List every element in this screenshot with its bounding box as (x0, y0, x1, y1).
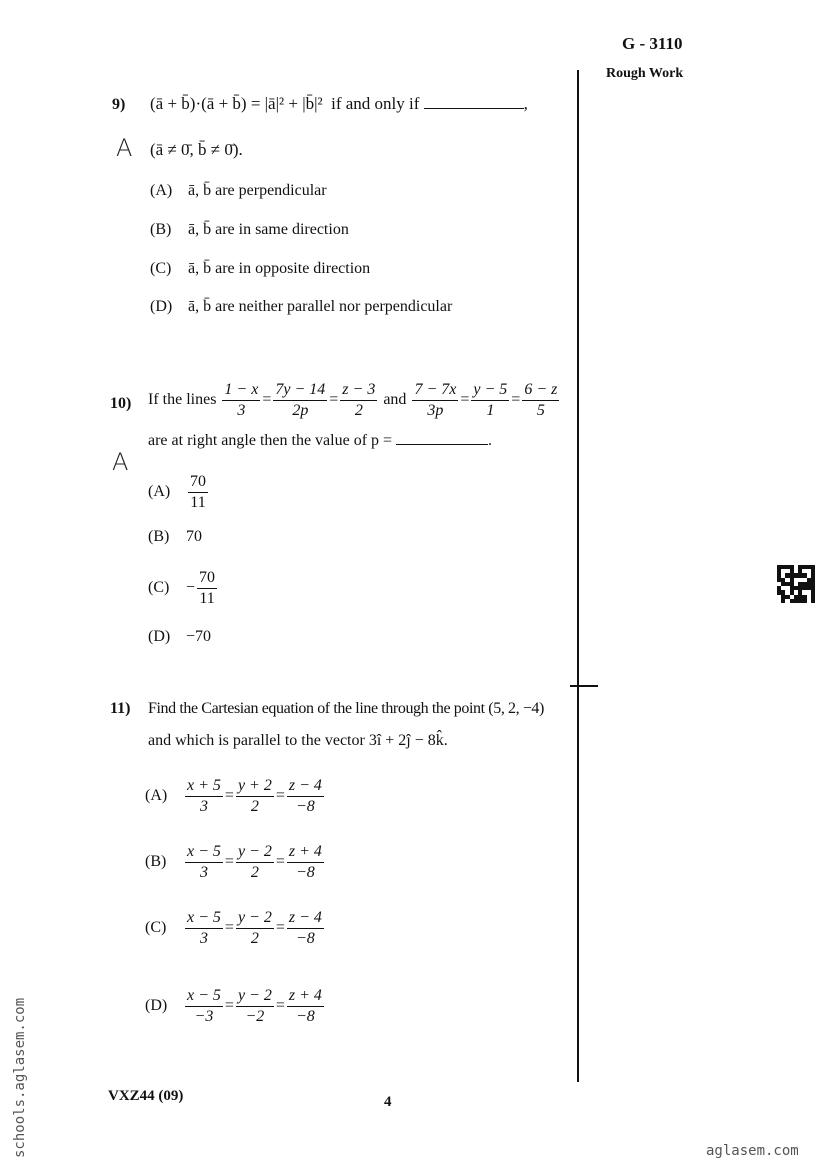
option-text: ā, b̄ are perpendicular (188, 182, 327, 199)
q9-option-c[interactable] (150, 260, 370, 278)
q9-condition: (ā ≠ 0̄, b̄ ≠ 0̄). (150, 140, 243, 159)
fraction: $\frac{z + 4}{-8}$ (288, 987, 322, 1025)
option-label: (A) (148, 483, 171, 501)
rough-work-divider (577, 70, 579, 1082)
side-watermark: schools.aglasem.com (12, 997, 28, 1158)
q10-prefix: If the lines (148, 391, 217, 409)
option-text: 70 (186, 528, 202, 545)
fraction: $\frac{y - 2}{2}$ (237, 909, 272, 947)
option-text: ā, b̄ are in same direction (188, 221, 349, 238)
answer-blank (396, 444, 488, 445)
fraction: $\frac{1 - x}{3}$ (224, 381, 259, 419)
q11-option-a[interactable]: (A) $\frac{x + 5}{3}$ = $\frac{y + 2}{2}$ = $\frac{z - 4}{-8}$ (145, 777, 322, 815)
fraction: $\frac{70}{11}$ (199, 569, 216, 607)
fraction: $\frac{y - 5}{1}$ (473, 381, 508, 419)
q11-line1: Find the Cartesian equation of the line through the point (5, 2, −4) (148, 700, 544, 717)
option-label: (A) (150, 182, 173, 199)
fraction: $\frac{70}{11}$ (190, 473, 206, 511)
fraction: $\frac{z - 4}{-8}$ (288, 909, 322, 947)
q11-number: 11) (110, 700, 131, 717)
option-text: −70 (186, 628, 212, 645)
footer-code: VXZ44 (09) (108, 1088, 184, 1104)
q11-option-d[interactable]: (D) $\frac{x - 5}{-3}$ = $\frac{y - 2}{-2}$ = $\frac{z + 4}{-8}$ (145, 987, 322, 1025)
fraction: $\frac{y + 2}{2}$ (237, 777, 272, 815)
handwritten-answer: A (116, 134, 133, 162)
q11-option-c[interactable]: (C) $\frac{x - 5}{3}$ = $\frac{y - 2}{2}$ = $\frac{z - 4}{-8}$ (145, 909, 322, 947)
q9-option-b[interactable] (150, 221, 349, 239)
q9-equation: (ā + b̄)·(ā + b̄) = |ā|² + |b̄|² (150, 94, 323, 113)
handwritten-answer: A (112, 448, 129, 476)
option-label: (B) (148, 528, 170, 545)
fraction: $\frac{6 - z}{5}$ (524, 381, 558, 419)
option-label: (B) (150, 221, 172, 238)
fraction: $\frac{z - 4}{-8}$ (288, 777, 322, 815)
q10-and: and (383, 391, 407, 409)
q10-number: 10) (110, 395, 132, 412)
q9-stem: (ā + b̄)·(ā + b̄) = |ā|² + |b̄|² if and only if , (150, 94, 528, 113)
option-label: (C) (150, 260, 172, 277)
q11-option-b[interactable]: (B) $\frac{x - 5}{3}$ = $\frac{y - 2}{2}$ = $\frac{z + 4}{-8}$ (145, 843, 322, 881)
option-text: ā, b̄ are in opposite direction (188, 260, 371, 277)
option-text: ā, b̄ are neither parallel nor perpendicular (188, 298, 453, 315)
bottom-watermark: aglasem.com (706, 1143, 799, 1159)
option-label: (D) (150, 298, 173, 315)
qr-code (777, 565, 815, 603)
q11-line2: and which is parallel to the vector 3î + 2ĵ − 8k̂. (148, 732, 448, 749)
q10-line2: are at right angle then the value of p = . (148, 432, 493, 449)
fraction: $\frac{x + 5}{3}$ (187, 777, 221, 815)
option-label: (B) (145, 853, 167, 871)
fraction: $\frac{7y - 14}{2p}$ (275, 381, 326, 419)
q9-stem-tail: if and only if (331, 94, 420, 113)
answer-blank (424, 108, 524, 109)
page-number: 4 (384, 1094, 392, 1110)
paper-code: G - 3110 (622, 34, 683, 53)
option-label: (C) (145, 919, 167, 937)
q10-option-c[interactable]: (C) − $\frac{70}{11}$ (148, 569, 216, 607)
fraction: $\frac{z + 4}{-8}$ (288, 843, 322, 881)
q9-option-a[interactable] (150, 182, 327, 200)
option-label: (D) (148, 628, 171, 645)
q10-option-b[interactable] (148, 528, 202, 546)
q10-option-a[interactable] (148, 472, 210, 513)
rough-work-label: Rough Work (606, 66, 684, 81)
q10-option-d[interactable] (148, 628, 211, 646)
fraction: $\frac{7 - 7x}{3p}$ (414, 381, 457, 419)
fraction: $\frac{x - 5}{3}$ (187, 843, 221, 881)
q9-option-d[interactable] (150, 298, 452, 316)
option-label: (D) (145, 997, 168, 1015)
q9-number: 9) (112, 96, 126, 113)
q10-stem: If the lines $\frac{1 - x}{3}$ = $\frac{7y - 14}{2p}$ = $\frac{z - 3}{2}$ and $\frac{7 - 7x}{3p}$ = $\frac{y - 5}{1}$ = $\frac{6 - z}{5}$ (148, 381, 558, 419)
fraction: $\frac{z - 3}{2}$ (342, 381, 376, 419)
fraction: $\frac{x - 5}{3}$ (187, 909, 221, 947)
divider-tick (570, 685, 598, 687)
fraction: $\frac{x - 5}{-3}$ (187, 987, 221, 1025)
fraction: $\frac{y - 2}{-2}$ (237, 987, 272, 1025)
option-label: (A) (145, 787, 168, 805)
option-label: (C) (148, 579, 170, 597)
fraction: $\frac{y - 2}{2}$ (237, 843, 272, 881)
